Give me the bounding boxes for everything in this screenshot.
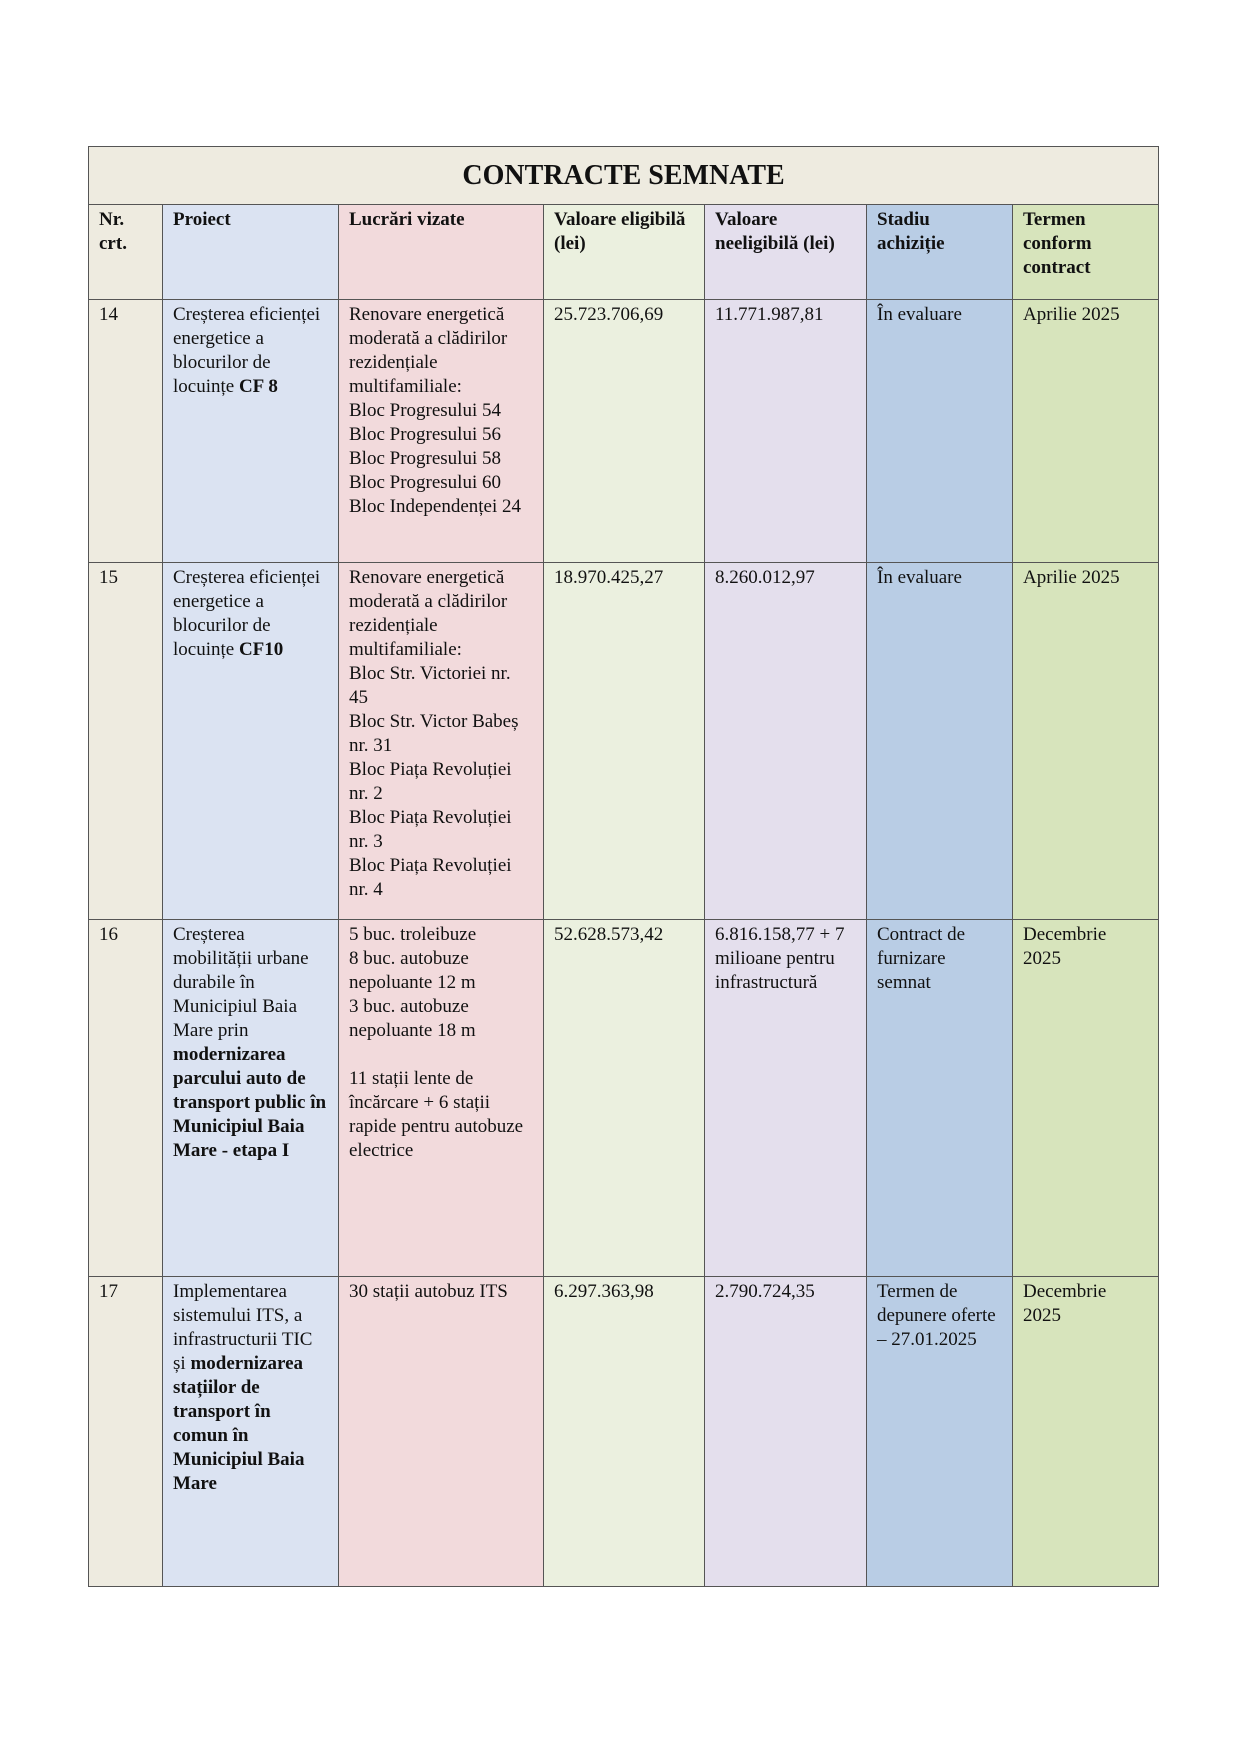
row-nr: 17 <box>89 1277 163 1587</box>
row-works <box>339 563 544 920</box>
row-status: Contract de furnizare semnat <box>867 920 1013 1277</box>
row-deadline: Decembrie 2025 <box>1013 920 1159 1277</box>
works-line: Bloc Piața Revoluției nr. 4 <box>349 855 512 900</box>
project-text-bold: modernizarea stațiilor de transport în comun în Municipiul Baia Mare <box>173 1353 305 1494</box>
works-line: Renovare energetică moderată a clădirilor rezidențiale multifamiliale: <box>349 567 508 660</box>
col-header-works: Lucrări vizate <box>339 205 544 300</box>
row-deadline: Aprilie 2025 <box>1013 563 1159 920</box>
works-line: 30 stații autobuz ITS <box>349 1281 508 1302</box>
table-row <box>89 1277 1159 1587</box>
works-line: Bloc Progresului 60 <box>349 472 501 493</box>
table-row <box>89 920 1159 1277</box>
row-status: În evaluare <box>867 300 1013 563</box>
row-deadline: Aprilie 2025 <box>1013 300 1159 563</box>
col-header-deadline: Termen conform contract <box>1013 205 1159 300</box>
contracts-table <box>88 146 1159 1587</box>
works-line: Bloc Str. Victor Babeș nr. 31 <box>349 711 519 756</box>
row-ineligible-value: 6.816.158,77 + 7 milioane pentru infrastructură <box>705 920 867 1277</box>
works-line: Bloc Progresului 54 <box>349 400 501 421</box>
works-line: 5 buc. troleibuze <box>349 924 477 945</box>
row-eligible-value: 52.628.573,42 <box>544 920 705 1277</box>
project-text-bold: modernizarea parcului auto de transport public în Municipiul Baia Mare - etapa I <box>173 1044 327 1161</box>
col-header-project: Proiect <box>163 205 339 300</box>
row-nr: 15 <box>89 563 163 920</box>
row-deadline: Decembrie 2025 <box>1013 1277 1159 1587</box>
works-line: Bloc Independenței 24 <box>349 496 522 517</box>
works-line: Bloc Piața Revoluției nr. 2 <box>349 759 512 804</box>
row-project <box>163 563 339 920</box>
works-line: Bloc Str. Victoriei nr. 45 <box>349 663 511 708</box>
works-line: Bloc Piața Revoluției nr. 3 <box>349 807 512 852</box>
col-header-ineligible: Valoare neeligibilă (lei) <box>705 205 867 300</box>
row-nr: 14 <box>89 300 163 563</box>
row-ineligible-value: 8.260.012,97 <box>705 563 867 920</box>
project-text: Creșterea eficienței energetice a blocurilor de locuințe <box>173 567 321 660</box>
col-header-status: Stadiu achiziție <box>867 205 1013 300</box>
project-text-bold: CF 8 <box>238 376 278 397</box>
row-status: În evaluare <box>867 563 1013 920</box>
row-eligible-value: 6.297.363,98 <box>544 1277 705 1587</box>
project-text-bold: CF10 <box>238 639 284 660</box>
row-eligible-value: 25.723.706,69 <box>544 300 705 563</box>
table-row <box>89 563 1159 920</box>
project-text: Creșterea mobilității urbane durabile în Municipiul Baia Mare prin <box>173 924 309 1041</box>
row-project <box>163 1277 339 1587</box>
row-status: Termen de depunere oferte – 27.01.2025 <box>867 1277 1013 1587</box>
project-text: Implementarea sistemului ITS, a infrastructurii TIC și <box>173 1281 313 1374</box>
project-text: Creșterea eficienței energetice a blocurilor de locuințe <box>173 304 321 397</box>
row-nr: 16 <box>89 920 163 1277</box>
header-row <box>89 205 1159 300</box>
table-title: CONTRACTE SEMNATE <box>89 147 1159 205</box>
row-eligible-value: 18.970.425,27 <box>544 563 705 920</box>
works-line: 8 buc. autobuze nepoluante 12 m <box>349 948 476 993</box>
row-project <box>163 920 339 1277</box>
row-project <box>163 300 339 563</box>
works-line: Bloc Progresului 58 <box>349 448 501 469</box>
row-ineligible-value: 11.771.987,81 <box>705 300 867 563</box>
works-line: 3 buc. autobuze nepoluante 18 m <box>349 996 476 1041</box>
works-line: Renovare energetică moderată a clădirilor rezidențiale multifamiliale: <box>349 304 508 397</box>
col-header-eligible: Valoare eligibilă (lei) <box>544 205 705 300</box>
col-header-nr: Nr. crt. <box>89 205 163 300</box>
row-works <box>339 920 544 1277</box>
table-row <box>89 300 1159 563</box>
row-works <box>339 300 544 563</box>
row-works <box>339 1277 544 1587</box>
row-ineligible-value: 2.790.724,35 <box>705 1277 867 1587</box>
works-line: Bloc Progresului 56 <box>349 424 501 445</box>
works-spacer <box>349 1043 533 1067</box>
works-line: 11 stații lente de încărcare + 6 stații rapide pentru autobuze electrice <box>349 1068 524 1161</box>
